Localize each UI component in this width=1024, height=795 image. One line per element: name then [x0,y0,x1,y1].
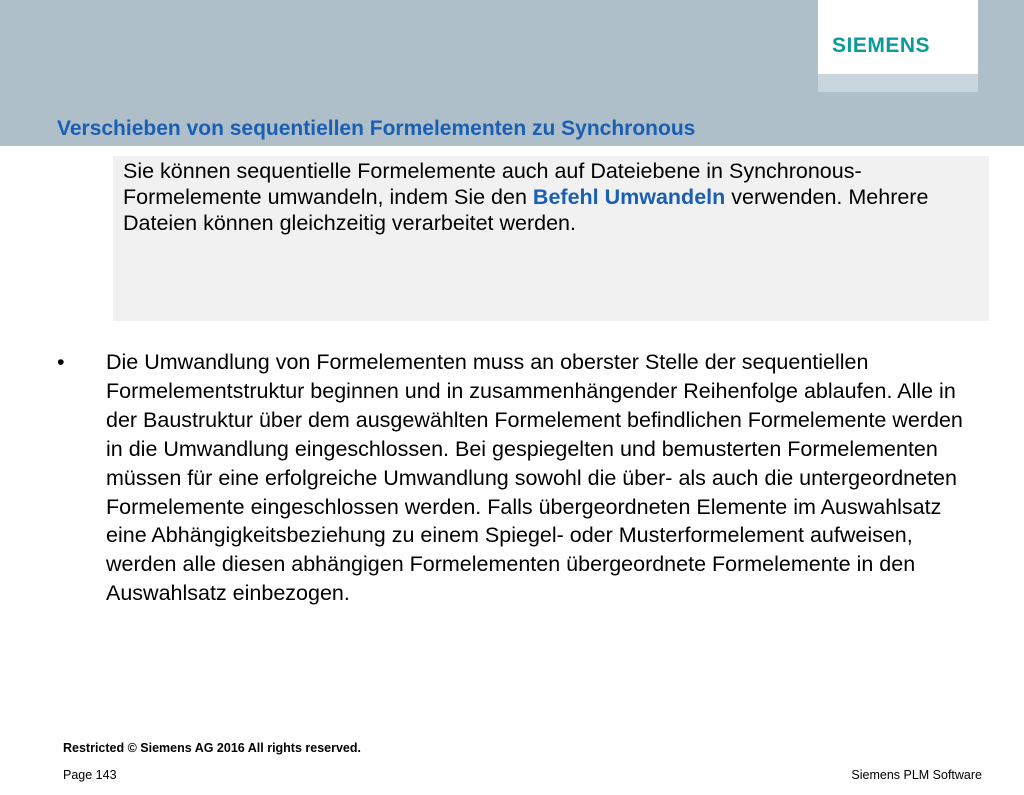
callout-text [123,158,973,236]
footer-copyright: Restricted © Siemens AG 2016 All rights reserved. [63,741,361,755]
slide-title: Verschieben von sequentiellen Formelementen zu Synchronous [57,117,696,140]
siemens-logo: SIEMENS [832,34,931,57]
bullet-paragraph: Die Umwandlung von Formelementen muss an oberster Stelle der sequentiellen Formelementstruktur beginnen und in zusammenhängender Reihenfolge ablaufen. Alle in der Baustruktur über dem ausgewählten Formelement befindlichen Formelemente werden in die Umwandlung eingeschlossen. Bei gespiegelten und bemusterten Formelementen müssen für eine erfolgreiche Umwandlung sowohl die über- als auch die untergeordneten Formelemente eingeschlossen werden. Falls übergeordneten Elemente im Auswahlsatz eine Abhängigkeitsbeziehung zu einem Spiegel- oder Musterformelement aufweisen, werden alle diesen abhängigen Formelementen übergeordnete Formelemente in den Auswahlsatz einbezogen. [106,350,963,606]
footer-company: Siemens PLM Software [851,768,982,782]
logo-shadow [818,74,978,92]
callout-highlight: Befehl Umwandeln [532,185,726,209]
bullet-marker: • [57,350,65,374]
callout-text-after: verwenden. Mehrere Dateien können gleichzeitig verarbeitet werden. [123,185,929,235]
callout-text-before: Sie können sequentielle Formelemente auch auf Dateiebene in Synchronous-Formelemente umwandeln, indem Sie den [123,159,862,209]
footer-page-number: Page 143 [63,768,117,782]
